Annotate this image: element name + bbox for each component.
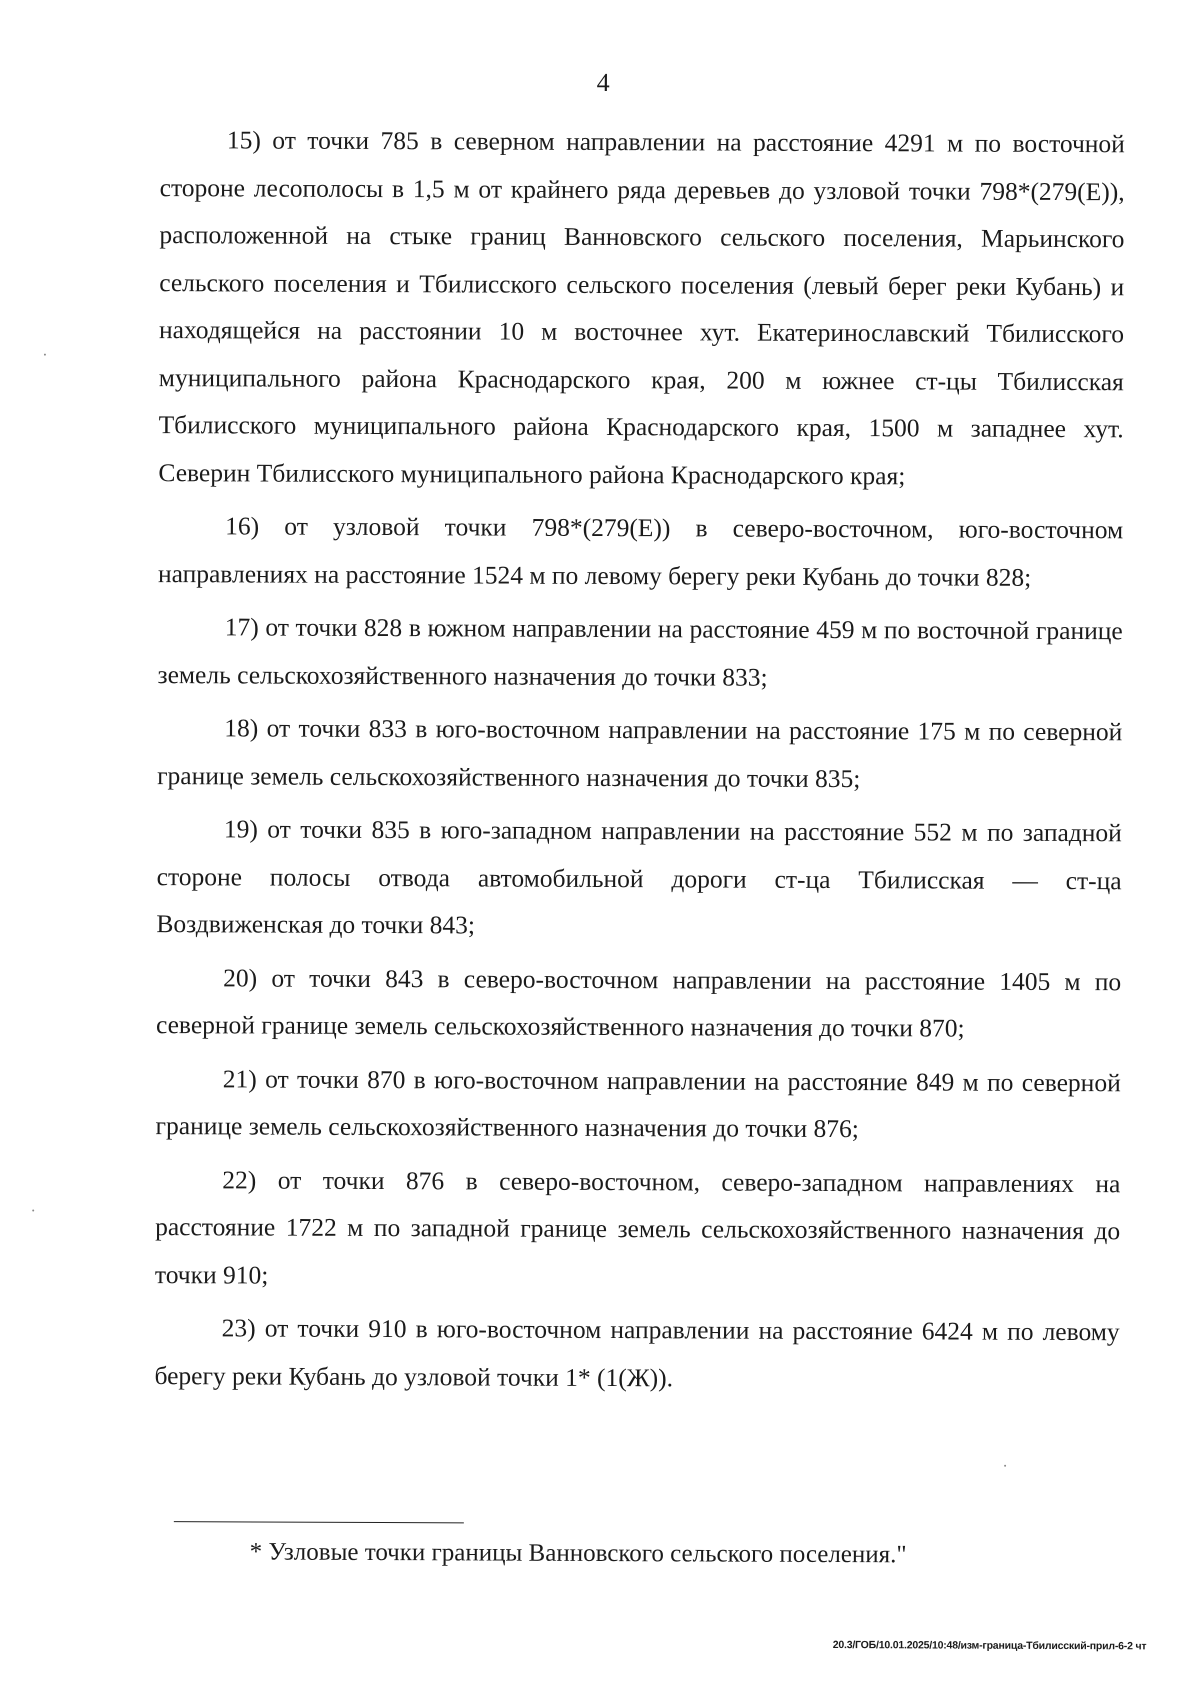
footnote-divider (174, 1521, 464, 1523)
scan-speck (1004, 1465, 1006, 1467)
paragraph-16: 16) от узловой точки 798*(279(Е)) в северо-восточном, юго-восточном направлениях на расстояние 1524 м по левому берегу реки Кубань до точки 828; (157, 511, 1124, 592)
paragraph-17: 17) от точки 828 в южном направлении на расстояние 459 м по восточной границе земель сельскохозяйственного назначения до точки 833; (157, 612, 1123, 692)
paragraph-18: 18) от точки 833 в юго-восточном направлении на расстояние 175 м по северной границе земель сельскохозяйственного назначения до точки 835; (157, 713, 1123, 793)
paragraph-19: 19) от точки 835 в юго-западном направлении на расстояние 552 м по западной стороне полосы отвода автомобильной дороги ст-ца Тбилисская — ст-ца Воздвиженская до точки 843; (156, 814, 1122, 940)
paragraph-21: 21) от точки 870 в юго-восточном направлении на расстояние 849 м по северной границе земель сельскохозяйственного назначения до точки 876; (155, 1063, 1121, 1144)
document-code: 20.3/ГОБ/10.01.2025/10:48/изм-граница-Тбилисский-прил-6-2 чт (832, 1639, 1147, 1653)
body-text (154, 116, 1125, 1403)
page-number: 4 (596, 67, 610, 98)
paragraph-15: 15) от точки 785 в северном направлении на расстояние 4291 м по восточной стороне лесополосы в 1,5 м от крайнего ряда деревьев до узловой точки 798*(279(Е)), расположенной на стыке границ Ванновского сельского поселения, Марьинского сельского поселения и Тбилисского сельского поселения (левый берег реки Кубань) и находящейся на расстоянии 10 м восточнее хут. Екатеринославский Тбилисского муниципального района Краснодарского края, 200 м южнее ст-цы Тбилисская Тбилисского муниципального района Краснодарского края, 1500 м западнее хут. Северин Тбилисского муниципального района Краснодарского края; (158, 125, 1125, 490)
scan-speck (44, 354, 46, 356)
scan-speck (32, 1210, 34, 1212)
paragraph-20: 20) от точки 843 в северо-восточном направлении на расстояние 1405 м по северной границе земель сельскохозяйственного назначения до точки 870; (155, 962, 1122, 1043)
footnote: * Узловые точки границы Ванновского сельского поселения." (249, 1538, 907, 1569)
paragraph-22: 22) от точки 876 в северо-восточном, северо-западном направлениях на расстояние 1722 м по западной границе земель сельскохозяйственного назначения до точки 910; (154, 1164, 1121, 1290)
paragraph-23: 23) от точки 910 в юго-восточном направлении на расстояние 6424 м по левому берегу реки Кубань до узловой точки 1* (1(Ж)). (154, 1313, 1120, 1392)
